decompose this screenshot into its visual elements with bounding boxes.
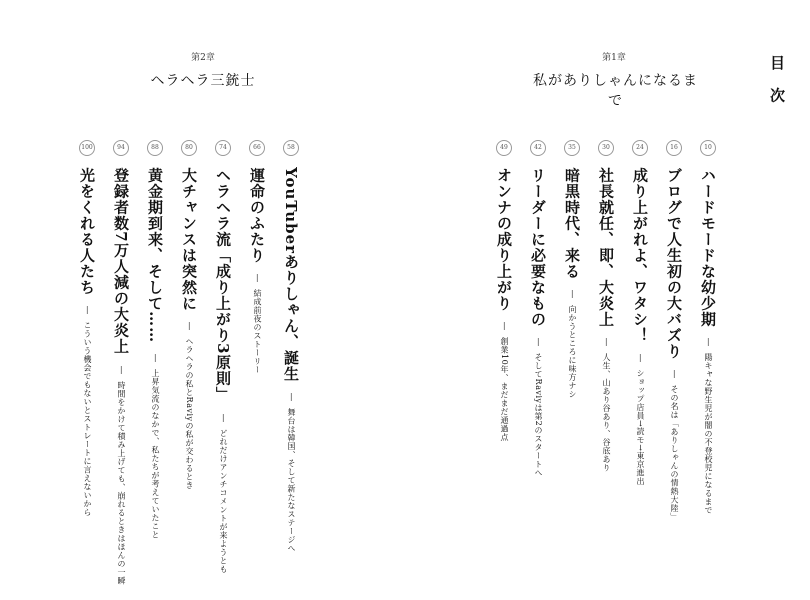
toc-entry[interactable] [700, 140, 716, 515]
page-number: 10 [700, 140, 716, 156]
entry-title: ハードモードな幼少期 [699, 167, 717, 328]
toc-entry[interactable] [530, 140, 546, 477]
toc-entry[interactable] [113, 140, 129, 585]
entry-dash: ― [219, 413, 228, 422]
toc-entry[interactable] [249, 140, 265, 374]
chapter1-label: 第1章 [602, 53, 626, 63]
toc-entry[interactable] [564, 140, 580, 399]
entry-subtitle: ヘラヘラの私とRaviyの私が交わるとき [185, 337, 194, 490]
entry-title: 光をくれる人たち [78, 167, 96, 296]
entry-subtitle: そしてRaviyは第2のスタートへ [534, 353, 543, 478]
toc-entry[interactable] [215, 140, 231, 573]
toc-entry[interactable] [181, 140, 197, 490]
page-number: 80 [181, 140, 197, 156]
entry-title: 社長就任、即、大炎上 [597, 167, 615, 328]
toc-entry[interactable] [598, 140, 614, 472]
entry-dash: ― [287, 393, 296, 402]
toc-entry[interactable] [632, 140, 648, 486]
entry-title: リーダーに必要なもの [529, 167, 547, 328]
entry-dash: ― [602, 338, 611, 347]
page-number: 100 [79, 140, 95, 156]
toc-title: 目 次 [768, 55, 786, 109]
entry-subtitle: 向かうところに味方ナシ [568, 305, 577, 399]
entry-title: 黄金期到来、そして…… [146, 167, 164, 344]
page-number: 66 [249, 140, 265, 156]
toc-entry[interactable] [147, 140, 163, 539]
toc-entry[interactable] [496, 140, 512, 442]
entry-title: 成り上がれよ、ワタシ！ [631, 167, 649, 344]
entry-dash: ― [83, 306, 92, 315]
entry-title: 暗黒時代、来る [563, 167, 581, 280]
page-number: 24 [632, 140, 648, 156]
entry-subtitle: 時間をかけて積み上げても、崩れるときはほんの一瞬 [117, 380, 126, 585]
entry-title: 運命のふたり [248, 167, 266, 264]
entry-subtitle: その名は「ありしゃんの情熱大陸」 [670, 385, 679, 522]
toc-entry[interactable] [666, 140, 682, 521]
entry-dash: ― [534, 338, 543, 347]
page-number: 58 [283, 140, 299, 156]
entry-dash: ― [568, 290, 577, 299]
entry-dash: ― [636, 354, 645, 363]
entry-subtitle: 上昇気流のなかで、私たちが考えていたこと [151, 369, 160, 540]
entry-title: ブログで人生初の大バズり [665, 167, 683, 360]
entry-subtitle: 陽キャな野生児が闇の不登校児になるまで [704, 353, 713, 515]
entry-title: 登録者数7万人減の大炎上 [112, 167, 130, 355]
toc-entry[interactable] [79, 140, 95, 517]
entry-subtitle: 結成前夜のストーリー [253, 289, 262, 375]
entry-subtitle: ショップ店員→読モ→東京進出 [636, 369, 645, 486]
page-number: 35 [564, 140, 580, 156]
page-number: 30 [598, 140, 614, 156]
entry-subtitle: どれだけアンチコメントが来ようとも [219, 428, 228, 574]
page-number: 74 [215, 140, 231, 156]
entry-dash: ― [253, 274, 262, 283]
entry-subtitle: 人生、山あり谷あり、谷底あり [602, 353, 611, 473]
entry-dash: ― [500, 322, 509, 331]
entry-subtitle: 創業10年、まだまだ通過点 [500, 337, 509, 442]
chapter1-title: 私がありしゃんになるまで [533, 73, 698, 109]
toc-entry[interactable] [283, 140, 299, 553]
entry-title: 大チャンスは突然に [180, 167, 198, 312]
entry-dash: ― [670, 370, 679, 379]
entry-title: ヘラヘラ流「成り上がり3原則」 [214, 167, 232, 403]
chapter2-title: ヘラヘラ三銃士 [150, 73, 256, 89]
page-number: 94 [113, 140, 129, 156]
page-number: 88 [147, 140, 163, 156]
entry-dash: ― [704, 338, 713, 347]
chapter2-label: 第2章 [191, 53, 215, 63]
page-number: 42 [530, 140, 546, 156]
entry-title: オンナの成り上がり [495, 167, 513, 312]
page-number: 16 [666, 140, 682, 156]
entry-dash: ― [151, 354, 160, 363]
entry-dash: ― [185, 322, 194, 331]
entry-dash: ― [117, 365, 126, 374]
entry-subtitle: こういう機会でもないとストレートに言えないから [83, 321, 92, 517]
page-number: 49 [496, 140, 512, 156]
entry-subtitle: 舞台は韓国、そして新たなステージへ [287, 408, 296, 553]
entry-title: YouTuberありしゃん、誕生 [282, 167, 300, 383]
